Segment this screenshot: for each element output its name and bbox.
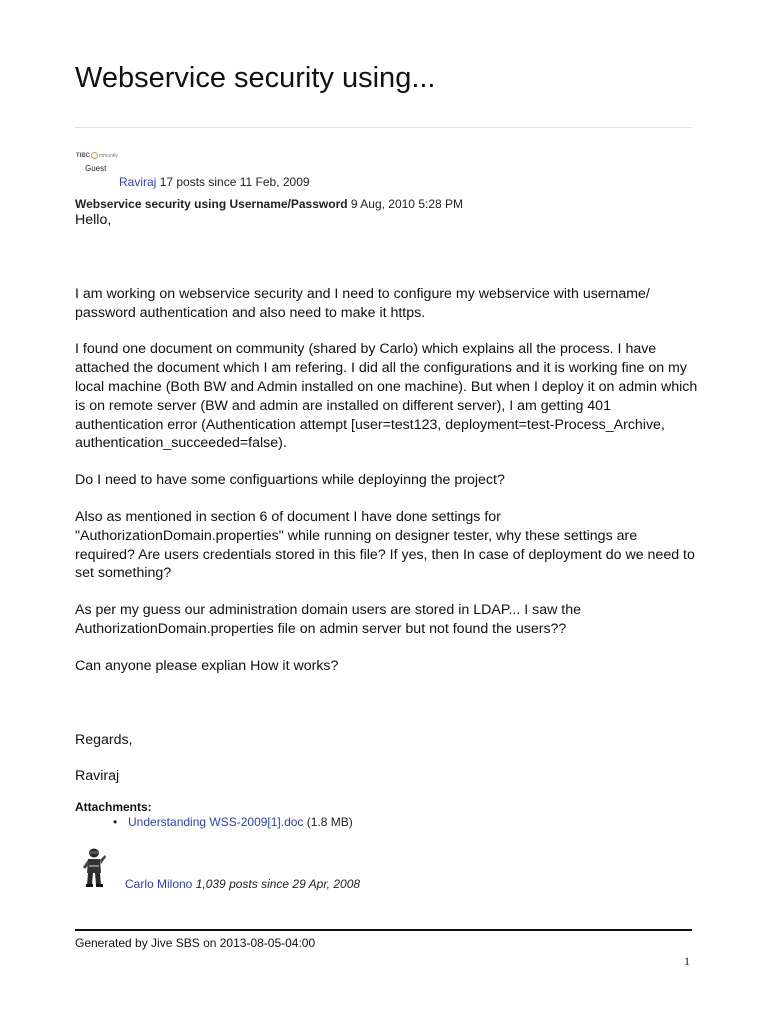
figure-avatar-icon bbox=[80, 847, 108, 889]
post-author-line bbox=[119, 175, 310, 189]
post-paragraph: As per my guess our administration domain users are stored in LDAP... I saw the AuthorizationDomain.properties file on admin server but not found the users?? bbox=[75, 602, 581, 637]
bullet-icon: • bbox=[113, 815, 118, 829]
attachment-link[interactable]: Understanding WSS-2009[1].doc bbox=[128, 815, 304, 829]
post-paragraph: I found one document on community (shared by Carlo) which explains all the process. I have attached the document which I am refering. I did all the configurations and it is working fine on my local machine (Both BW and Admin installed on one machine). But when I deploy it on admin which is on remote server (BW and admin are installed on different server), I am getting 401 authentication error (Authentication attempt [user=test123, deployment=test-Process_Archive, authentication_succeeded=false). bbox=[75, 341, 698, 452]
post-paragraph: Hello, bbox=[75, 212, 112, 228]
title-divider bbox=[75, 127, 692, 128]
post-paragraph: I am working on webservice security and I need to configure my webservice with username/ password authentication and also need to make it https. bbox=[75, 285, 650, 321]
post-paragraph: Do I need to have some configuartions while deployinng the project? bbox=[75, 472, 505, 489]
reply-avatar bbox=[80, 847, 108, 889]
reply-author-line bbox=[125, 877, 360, 891]
list-item bbox=[75, 815, 353, 829]
post-subject: Webservice security using Username/Password bbox=[75, 197, 348, 211]
author-stats: 17 posts since 11 Feb, 2009 bbox=[159, 175, 310, 189]
reply-author-link[interactable]: Carlo Milono bbox=[125, 877, 193, 891]
post-paragraph: Can anyone please explian How it works? bbox=[75, 657, 339, 674]
reply-author-stats: 1,039 posts since 29 Apr, 2008 bbox=[195, 877, 361, 891]
footer-divider bbox=[75, 929, 692, 931]
avatar-role-label: Guest bbox=[85, 164, 107, 173]
community-logo-icon: TIBC mmunity bbox=[76, 152, 118, 159]
page-number: 1 bbox=[684, 954, 690, 968]
avatar bbox=[76, 152, 118, 176]
attachments-list bbox=[75, 815, 353, 829]
post-body bbox=[75, 211, 700, 786]
attachment-size: (1.8 MB) bbox=[306, 815, 353, 829]
post-subject-line bbox=[75, 197, 463, 211]
author-link[interactable]: Raviraj bbox=[119, 175, 157, 189]
attachments-heading: Attachments: bbox=[75, 800, 152, 814]
footer-generated-text: Generated by Jive SBS on 2013-08-05-04:00 bbox=[75, 936, 316, 950]
page-title: Webservice security using... bbox=[75, 62, 436, 94]
post-paragraph: Also as mentioned in section 6 of document I have done settings for "AuthorizationDomain.properties" while running on designer tester, why these settings are required? Are users credentials stored in this file? If yes, then In case of deployment do we need to set something? bbox=[75, 508, 695, 582]
post-date: 9 Aug, 2010 5:28 PM bbox=[350, 197, 464, 211]
post-paragraph: Regards, bbox=[75, 731, 133, 748]
post-paragraph: Raviraj bbox=[75, 768, 120, 785]
